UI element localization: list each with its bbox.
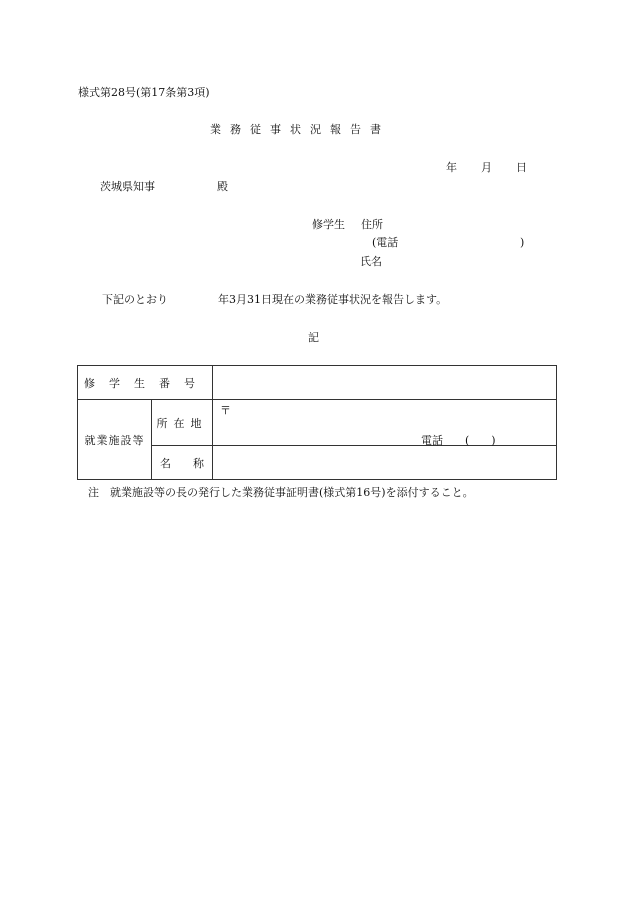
student-number-label: 修学生番号 <box>78 366 213 400</box>
form-number: 様式第28号(第17条第3項) <box>78 86 210 99</box>
facility-label: 就業施設等 <box>78 400 152 480</box>
document-title: 業務従事状況報告書 <box>210 123 390 136</box>
addressee-governor: 茨城県知事 <box>100 180 155 193</box>
date-year-label: 年 <box>446 161 457 174</box>
trainee-label: 修学生 <box>312 218 345 231</box>
ki-heading: 記 <box>308 331 319 344</box>
date-month-label: 月 <box>481 161 492 174</box>
reporter-phone-label: (電話 <box>372 236 399 249</box>
report-table <box>77 365 557 480</box>
date-day-label: 日 <box>516 161 527 174</box>
facility-phone-label: 電話 ( ) <box>421 434 496 447</box>
student-number-value[interactable] <box>213 366 557 400</box>
location-label: 所在地 <box>152 400 213 446</box>
reporter-phone-close: ) <box>520 236 525 249</box>
facility-location-row <box>78 400 557 446</box>
postal-mark-icon: 〒 <box>220 404 231 417</box>
intro-prefix: 下記のとおり <box>102 293 168 306</box>
student-number-row <box>78 366 557 400</box>
addressee-honorific: 殿 <box>217 180 228 193</box>
address-label: 住所 <box>361 218 383 231</box>
location-value[interactable] <box>213 400 557 446</box>
facility-name-value[interactable] <box>213 446 557 480</box>
reporter-name-label: 氏名 <box>360 255 382 268</box>
facility-name-label: 名 称 <box>152 446 213 480</box>
footnote: 注 就業施設等の長の発行した業務従事証明書(様式第16号)を添付すること。 <box>88 486 474 499</box>
intro-suffix: 年3月31日現在の業務従事状況を報告します。 <box>218 293 448 306</box>
